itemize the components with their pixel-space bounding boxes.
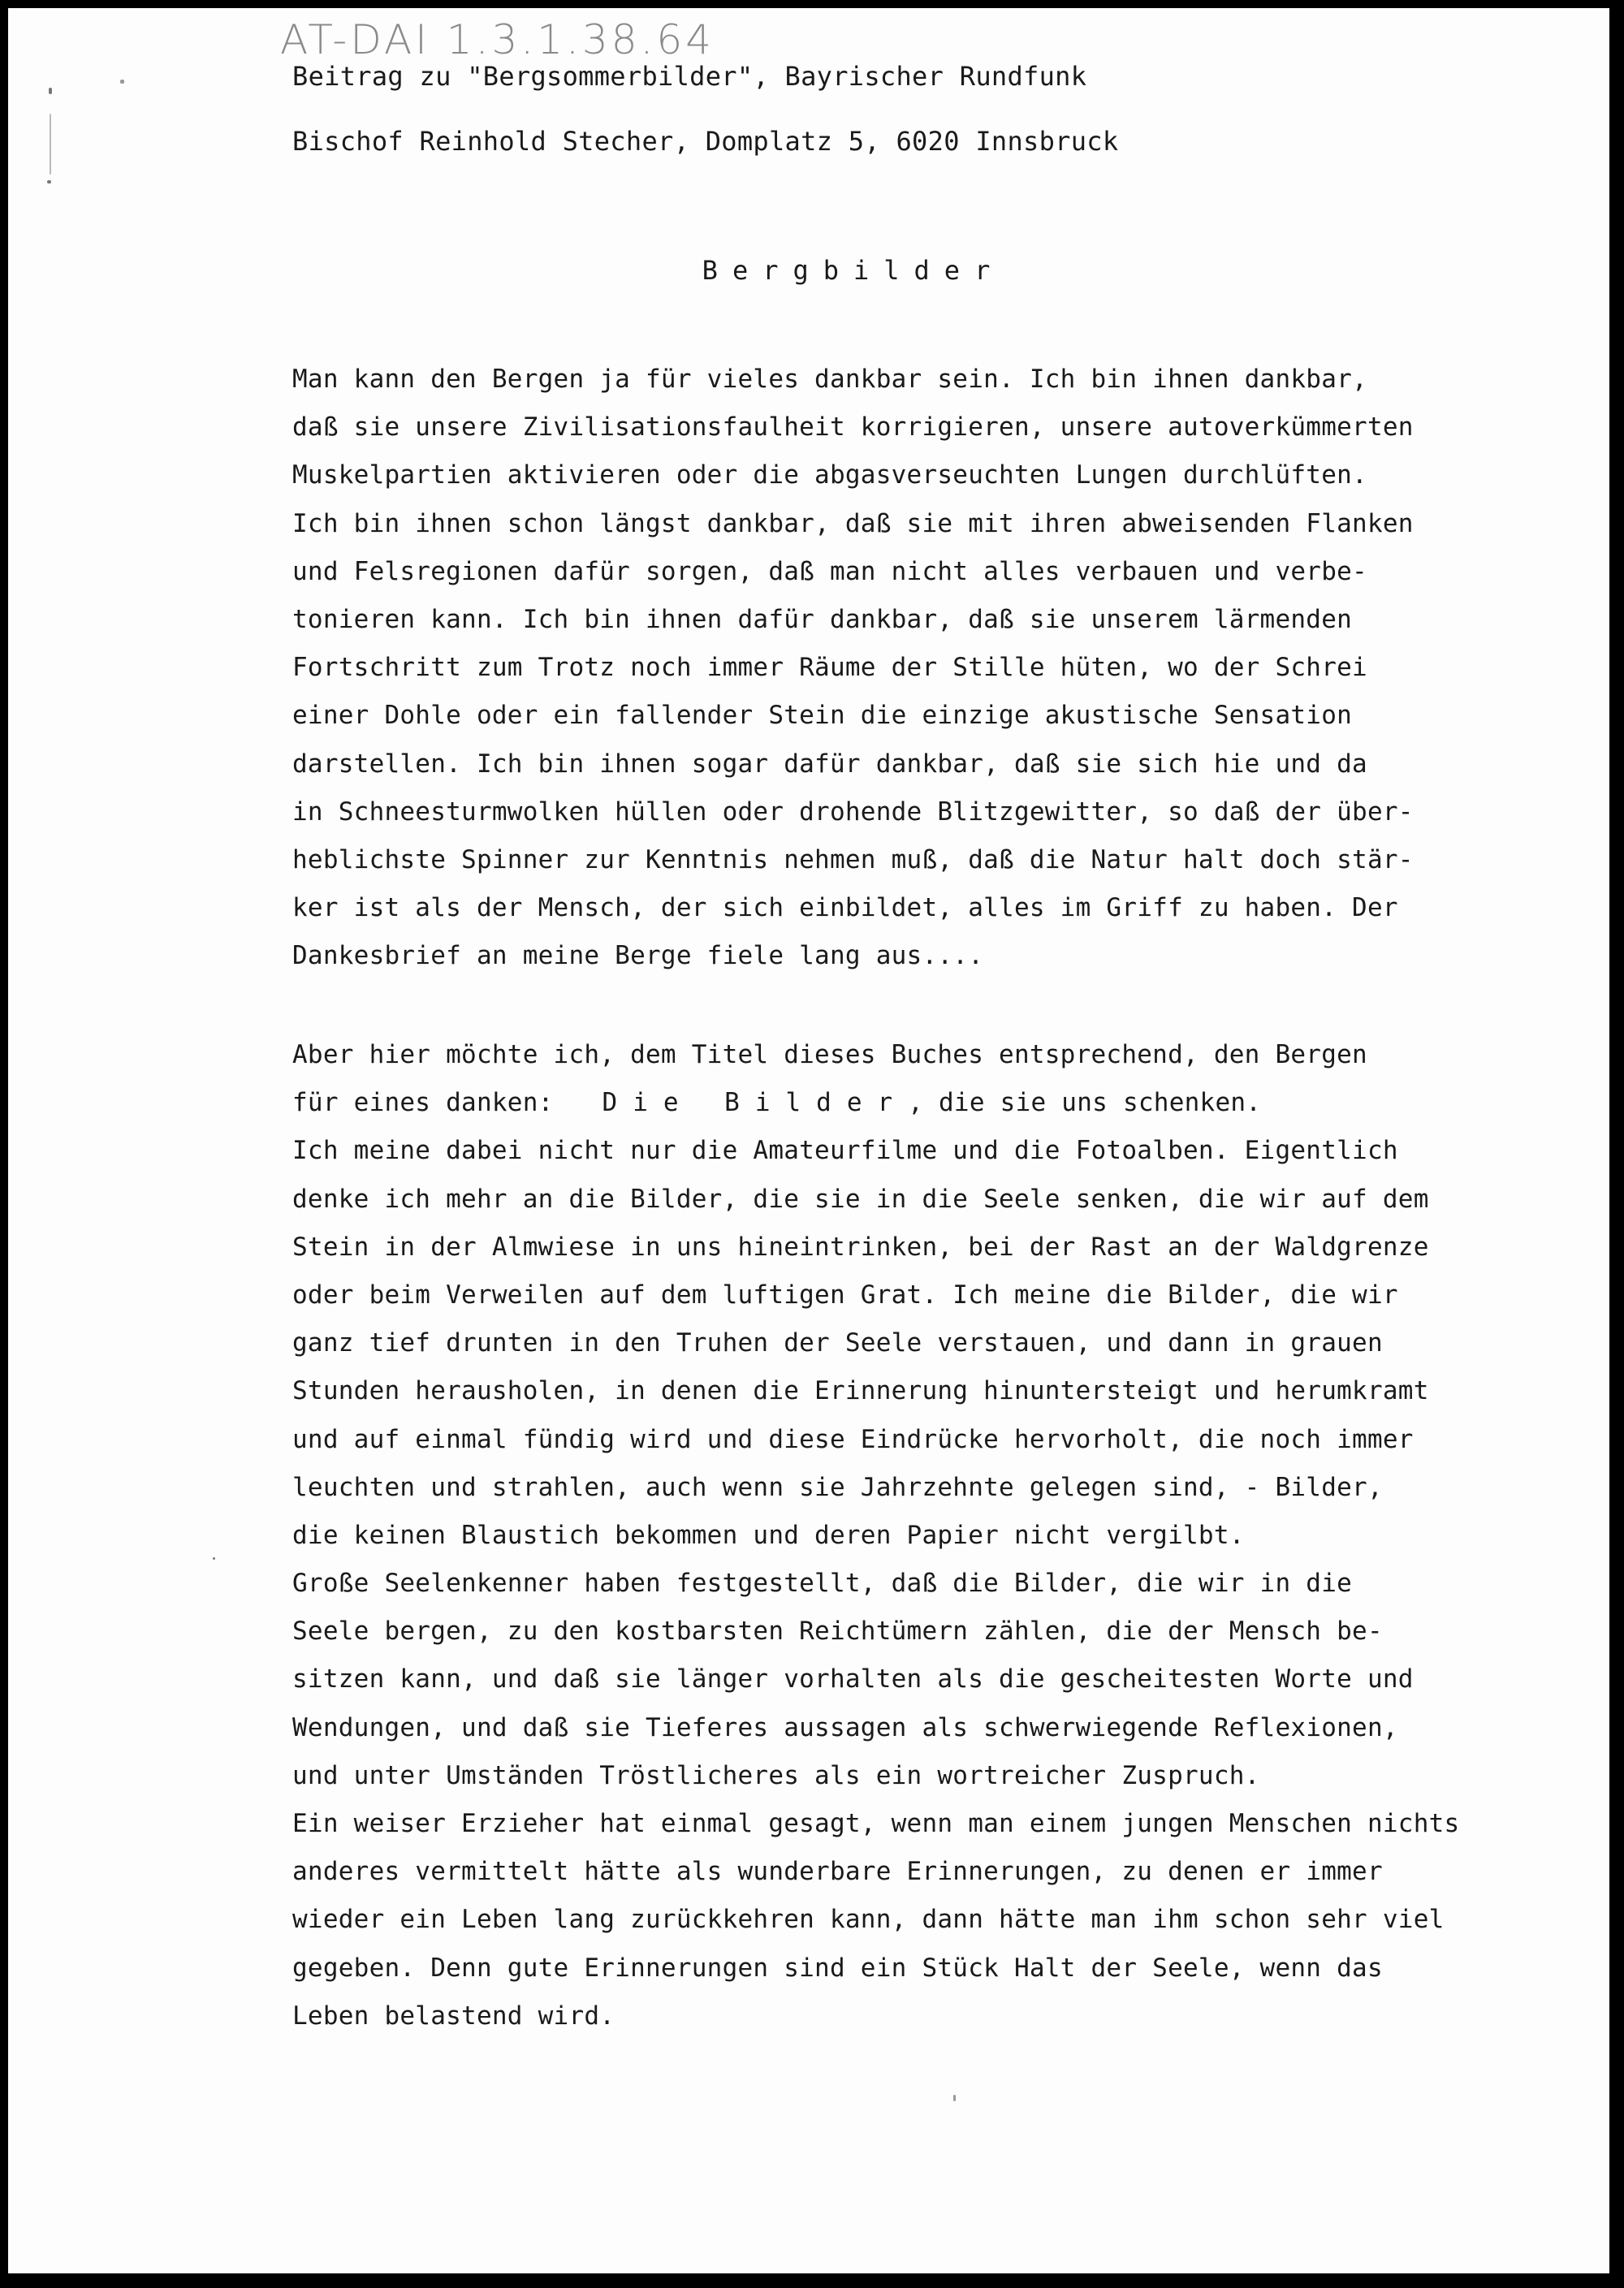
text-line: und auf einmal fündig wird und diese Eindrücke hervorholt, die noch immer: [292, 1424, 1414, 1454]
text-line: ganz tief drunten in den Truhen der Seele verstauen, und dann in grauen: [292, 1328, 1383, 1358]
text-line: Fortschritt zum Trotz noch immer Räume der Stille hüten, wo der Schrei: [292, 653, 1367, 683]
paragraph-2: [292, 1031, 1624, 2040]
text-line: Ich bin ihnen schon längst dankbar, daß sie mit ihren abweisenden Flanken: [292, 508, 1414, 538]
text-segment: für eines danken:: [292, 1088, 554, 1118]
text-line: und unter Umständen Tröstlicheres als ein wortreicher Zuspruch.: [292, 1760, 1260, 1790]
scan-speck: [47, 180, 51, 183]
text-line: Große Seelenkenner haben festgestellt, daß die Bilder, die wir in die: [292, 1569, 1353, 1599]
scan-speck: [953, 2095, 956, 2101]
text-line: Man kann den Bergen ja für vieles dankbar sein. Ich bin ihnen dankbar,: [292, 365, 1367, 394]
archive-stamp: AT-DAI 1.3.1.38.64: [280, 16, 715, 63]
text-line: Ich meine dabei nicht nur die Amateurfilme und die Fotoalben. Eigentlich: [292, 1136, 1398, 1166]
text-line: Wendungen, und daß sie Tieferes aussagen als schwerwiegende Reflexionen,: [292, 1712, 1398, 1742]
text-line: Ein weiser Erzieher hat einmal gesagt, wenn man einem jungen Menschen nichts: [292, 1809, 1460, 1838]
text-segment: , die sie uns schenken.: [908, 1088, 1262, 1118]
header-author-address: Bischof Reinhold Stecher, Domplatz 5, 6020 Innsbruck: [292, 126, 1119, 157]
text-line: Dankesbrief an meine Berge fiele lang aus....: [292, 941, 984, 971]
scan-speck: [49, 88, 52, 94]
text-line: oder beim Verweilen auf dem luftigen Grat. Ich meine die Bilder, die wir: [292, 1280, 1398, 1310]
scan-speck: [120, 80, 124, 84]
scan-speck: [213, 1557, 215, 1560]
text-line: denke ich mehr an die Bilder, die sie in die Seele senken, die wir auf dem: [292, 1184, 1429, 1214]
text-line: ker ist als der Mensch, der sich einbildet, alles im Griff zu haben. Der: [292, 893, 1398, 923]
header-contribution-line: Beitrag zu "Bergsommerbilder", Bayrischer Rundfunk: [292, 61, 1087, 92]
text-line: leuchten und strahlen, auch wenn sie Jahrzehnte gelegen sind, - Bilder,: [292, 1472, 1383, 1502]
text-line: sitzen kann, und daß sie länger vorhalten als die gescheitesten Worte und: [292, 1664, 1414, 1694]
text-line: heblichste Spinner zur Kenntnis nehmen muß, daß die Natur halt doch stär-: [292, 844, 1414, 874]
text-line: die keinen Blaustich bekommen und deren Papier nicht vergilbt.: [292, 1520, 1245, 1550]
text-line: Stunden herausholen, in denen die Erinnerung hinuntersteigt und herumkramt: [292, 1376, 1429, 1406]
text-line: wieder ein Leben lang zurückkehren kann, dann hätte man ihm schon sehr viel: [292, 1905, 1445, 1935]
text-line: einer Dohle oder ein fallender Stein die einzige akustische Sensation: [292, 701, 1353, 731]
text-line: Seele bergen, zu den kostbarsten Reichtümern zählen, die der Mensch be-: [292, 1617, 1383, 1647]
text-line: Muskelpartien aktivieren oder die abgasverseuchten Lungen durchlüften.: [292, 460, 1367, 490]
text-line: Leben belastend wird.: [292, 2001, 615, 2031]
document-title: Bergbilder: [702, 255, 1005, 286]
text-line: und Felsregionen dafür sorgen, daß man nicht alles verbauen und verbe-: [292, 556, 1367, 586]
paragraph-1: [292, 356, 1624, 980]
text-line: Aber hier möchte ich, dem Titel dieses Buches entsprechend, den Bergen: [292, 1040, 1367, 1069]
text-line: in Schneesturmwolken hüllen oder drohende Blitzgewitter, so daß der über-: [292, 796, 1414, 827]
text-line: anderes vermittelt hätte als wunderbare Erinnerungen, zu denen er immer: [292, 1857, 1383, 1887]
text-line: tonieren kann. Ich bin ihnen dafür dankbar, daß sie unserem lärmenden: [292, 604, 1353, 634]
text-line: Stein in der Almwiese in uns hineintrinken, bei der Rast an der Waldgrenze: [292, 1232, 1429, 1262]
document-page: [8, 8, 1609, 2273]
text-line-emphasis: [292, 1079, 1624, 1127]
text-line: daß sie unsere Zivilisationsfaulheit korrigieren, unsere autoverkümmerten: [292, 412, 1414, 442]
text-line: gegeben. Denn gute Erinnerungen sind ein Stück Halt der Seele, wenn das: [292, 1953, 1383, 1983]
text-line: darstellen. Ich bin ihnen sogar dafür dankbar, daß sie sich hie und da: [292, 749, 1367, 779]
emphasized-phrase: Die Bilder: [602, 1088, 909, 1118]
scan-speck: [50, 114, 51, 175]
